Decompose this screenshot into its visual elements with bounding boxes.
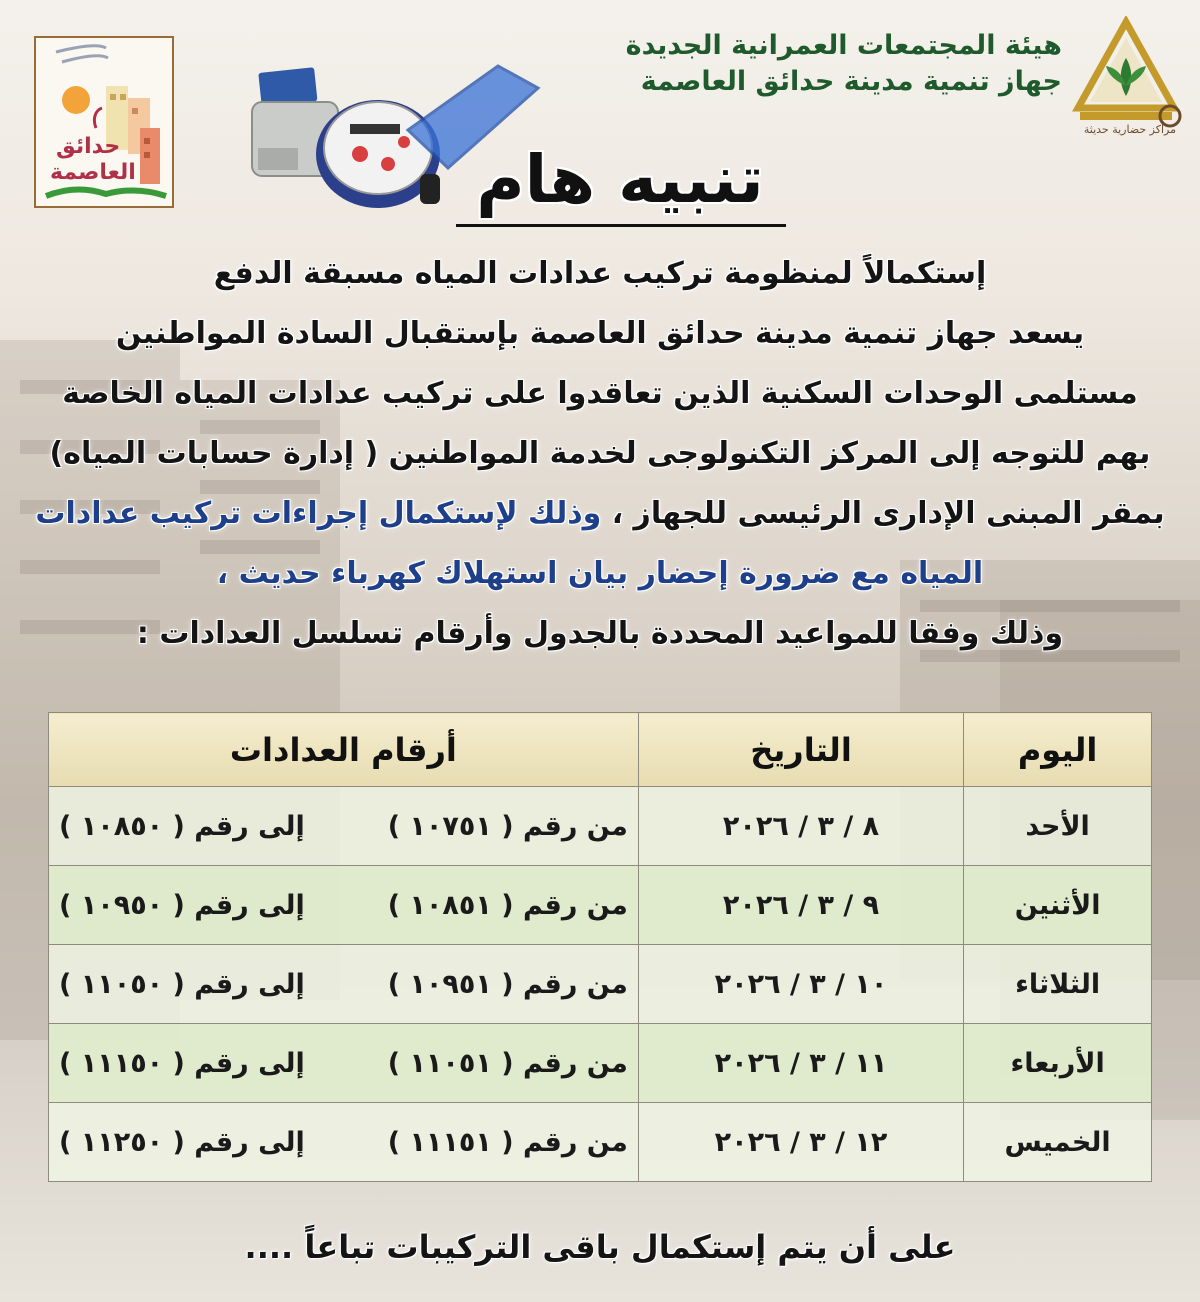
- cell-range: [49, 945, 639, 1024]
- table-row: [49, 1103, 1152, 1182]
- range-to: إلى رقم ( ١١٢٥٠ ): [59, 1126, 305, 1158]
- cell-date: ٨ / ٣ / ٢٠٢٦: [638, 787, 963, 866]
- range-to: إلى رقم ( ١١١٥٠ ): [59, 1047, 305, 1079]
- cell-day: الأثنين: [964, 866, 1152, 945]
- range-to: إلى رقم ( ١٠٩٥٠ ): [59, 889, 305, 921]
- notice-line-6: المياه مع ضرورة إحضار بيان استهلاك كهرباء حديث ،: [216, 556, 984, 591]
- range-to: إلى رقم ( ١٠٨٥٠ ): [59, 810, 305, 842]
- page-title: تنبيه هام: [476, 141, 764, 218]
- notice-line-1: إستكمالاً لمنظومة تركيب عدادات المياه مسبقة الدفع: [213, 256, 987, 291]
- range-from: من رقم ( ١١١٥١ ): [387, 1126, 628, 1158]
- range-from: من رقم ( ١٠٧٥١ ): [387, 810, 628, 842]
- table-row: [49, 866, 1152, 945]
- range-from: من رقم ( ١٠٩٥١ ): [387, 968, 628, 1000]
- cell-date: ٩ / ٣ / ٢٠٢٦: [638, 866, 963, 945]
- notice-body: [30, 244, 1170, 664]
- organization-header: [542, 28, 1062, 100]
- city-logo-text-2: العاصمة: [50, 160, 136, 185]
- cell-day: الخميس: [964, 1103, 1152, 1182]
- cell-day: الأحد: [964, 787, 1152, 866]
- notice-line-7: وذلك وفقا للمواعيد المحددة بالجدول وأرقام تسلسل العدادات :: [136, 616, 1064, 651]
- notice-line-5: [30, 484, 1170, 544]
- cell-day: الثلاثاء: [964, 945, 1152, 1024]
- org-name-line2: جهاز تنمية مدينة حدائق العاصمة: [640, 66, 1062, 97]
- authority-logo: [1070, 16, 1182, 134]
- city-logo-text-1: حدائق: [56, 134, 121, 159]
- cell-range: [49, 866, 639, 945]
- notice-line-3: مستلمى الوحدات السكنية الذين تعاقدوا على تركيب عدادات المياه الخاصة: [62, 376, 1138, 411]
- cell-range: [49, 1024, 639, 1103]
- city-logo: [34, 36, 174, 208]
- cell-range: [49, 1103, 639, 1182]
- range-to: إلى رقم ( ١١٠٥٠ ): [59, 968, 305, 1000]
- authority-logo-caption: مراكز حضارية حديثة: [1083, 123, 1176, 136]
- range-from: من رقم ( ١٠٨٥١ ): [387, 889, 628, 921]
- cell-date: ١٠ / ٣ / ٢٠٢٦: [638, 945, 963, 1024]
- notice-line-5a: بمقر المبنى الإدارى الرئيسى للجهاز ،: [601, 496, 1165, 531]
- cell-date: ١١ / ٣ / ٢٠٢٦: [638, 1024, 963, 1103]
- header-day: اليوم: [964, 713, 1152, 787]
- title-underline: [456, 224, 786, 227]
- cell-day: الأربعاء: [964, 1024, 1152, 1103]
- org-name-line1: هيئة المجتمعات العمرانية الجديدة: [625, 30, 1062, 61]
- notice-line-5b: وذلك لإستكمال إجراءات تركيب عدادات: [35, 496, 602, 531]
- header-date: التاريخ: [638, 713, 963, 787]
- cell-range: [49, 787, 639, 866]
- schedule-table: [48, 712, 1152, 1182]
- notice-line-4: بهم للتوجه إلى المركز التكنولوجى لخدمة المواطنين ( إدارة حسابات المياه): [49, 436, 1151, 471]
- header-meter-numbers: أرقام العدادات: [49, 713, 639, 787]
- table-header-row: [49, 713, 1152, 787]
- table-row: [49, 1024, 1152, 1103]
- table-row: [49, 787, 1152, 866]
- notice-line-2: يسعد جهاز تنمية مدينة حدائق العاصمة بإستقبال السادة المواطنين: [115, 316, 1085, 351]
- range-from: من رقم ( ١١٠٥١ ): [387, 1047, 628, 1079]
- footer-note: على أن يتم إستكمال باقى التركيبات تباعاً ....: [244, 1228, 956, 1266]
- cell-date: ١٢ / ٣ / ٢٠٢٦: [638, 1103, 963, 1182]
- table-row: [49, 945, 1152, 1024]
